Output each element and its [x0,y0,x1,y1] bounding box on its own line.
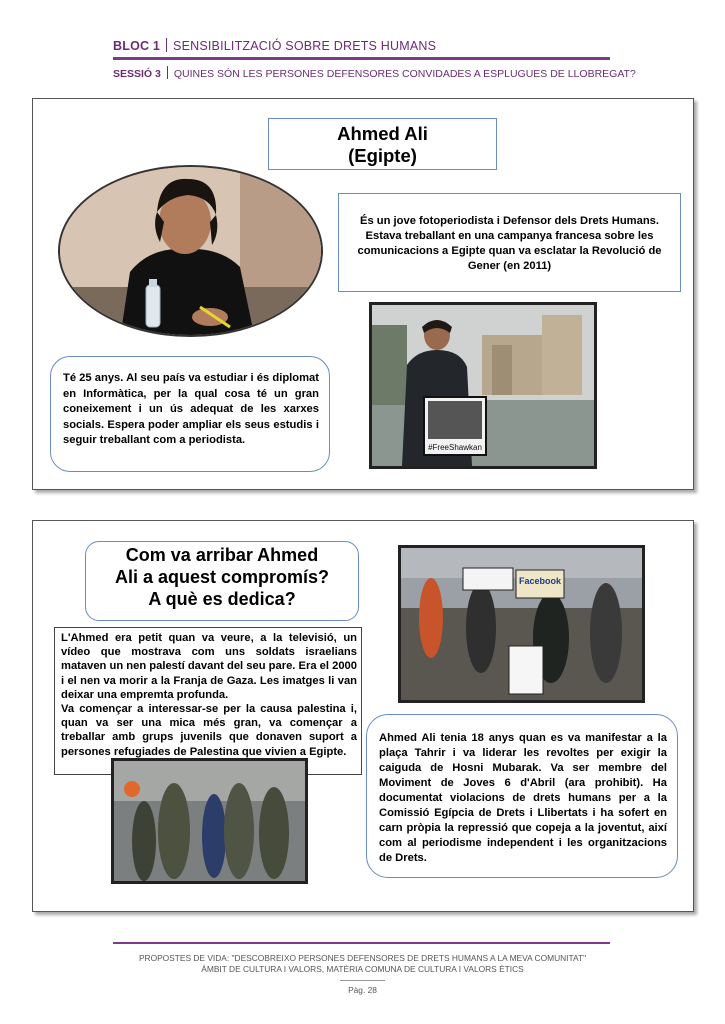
protest-box: Ahmed Ali tenia 18 anys quan es va manifestar a la plaça Tahrir i va liderar les revoltes per exigir la caiguda de Hosni Mubarak. Va ser membre del Moviment de Joves 6 d'Abril (ara prohibit). Ha documentat violacions de drets humans per a la Comissió Egípcia de Drets i Llibertats i ha sofert en carn pròpia la repressió que copeja a la joventut, així com al periodisme independent i les organitzacions de Drets. [366,714,678,878]
bloc-title: SENSIBILITZACIÓ SOBRE DRETS HUMANS [173,39,437,53]
question-line: A què es dedica? [148,589,296,609]
tahrir-protest-photo [398,545,645,703]
footer-rule [340,980,385,981]
sessio-label: SESSIÓ 3 [113,68,161,80]
free-shawkan-photo [369,302,597,469]
page-number: Pàg. 28 [348,985,377,995]
question-line: Ali a aquest compromís? [114,567,330,587]
intro-box: És un jove fotoperiodista i Defensor dels Drets Humans. Estava treballant en una campanya francesa sobre les comunicacions a Egipte quan va esclatar la Revolució de Gener (en 2011) [338,193,681,292]
age-box: Té 25 anys. Al seu país va estudiar i és diplomat en Informàtica, per la qual cosa té un gran coneixement i un ús adequat de les xarxes socials. Espera poder ampliar els seus estudis i seguir treballant com a periodista. [50,356,330,472]
header-divider [113,57,610,60]
bloc-label: BLOC 1 [113,39,161,53]
facebook-sign-text: Facebook [518,576,562,586]
name-title-box [268,118,497,170]
story-box [54,627,362,775]
header-bloc [113,38,436,53]
portrait-photo [58,165,323,337]
soldiers-photo [111,758,308,884]
person-name: Ahmed Ali [337,123,428,144]
sessio-title: QUINES SÓN LES PERSONES DEFENSORES CONVIDADES A ESPLUGUES DE LLOBREGAT? [173,68,636,80]
footer-line: PROPOSTES DE VIDA: "DESCOBREIXO PERSONES DEFENSORES DE DRETS HUMANS A LA MEVA COMUNITAT" [138,953,587,963]
footer-line: ÀMBIT DE CULTURA I VALORS, MATÈRIA COMUNA DE CULTURA I VALORS ÈTICS [201,964,524,974]
question-box [85,541,359,621]
header-sessio [113,66,636,80]
story-paragraph: L'Ahmed era petit quan va veure, a la televisió, un vídeo que mostrava com uns soldats israelians mataven un nen palestí davant del seu pare. Era el 2000 i el nen va morir a la Franja de Gaza. Les imatges li van deixar una empremta profunda. [61,632,357,701]
person-country: (Egipte) [348,145,417,166]
story-paragraph: Va començar a interessar-se per la causa palestina i, quan va ser una mica més gran, va començar a treballar amb grups juvenils que donaven suport a persones refugiades de Palestina que vivien a Egipte. [61,703,357,758]
footer-divider [113,942,610,944]
question-line: Com va arribar Ahmed [125,545,319,565]
photo-sign-text: #FreeShawkan [428,443,482,452]
header-separator [167,66,168,79]
header-separator [166,38,167,52]
